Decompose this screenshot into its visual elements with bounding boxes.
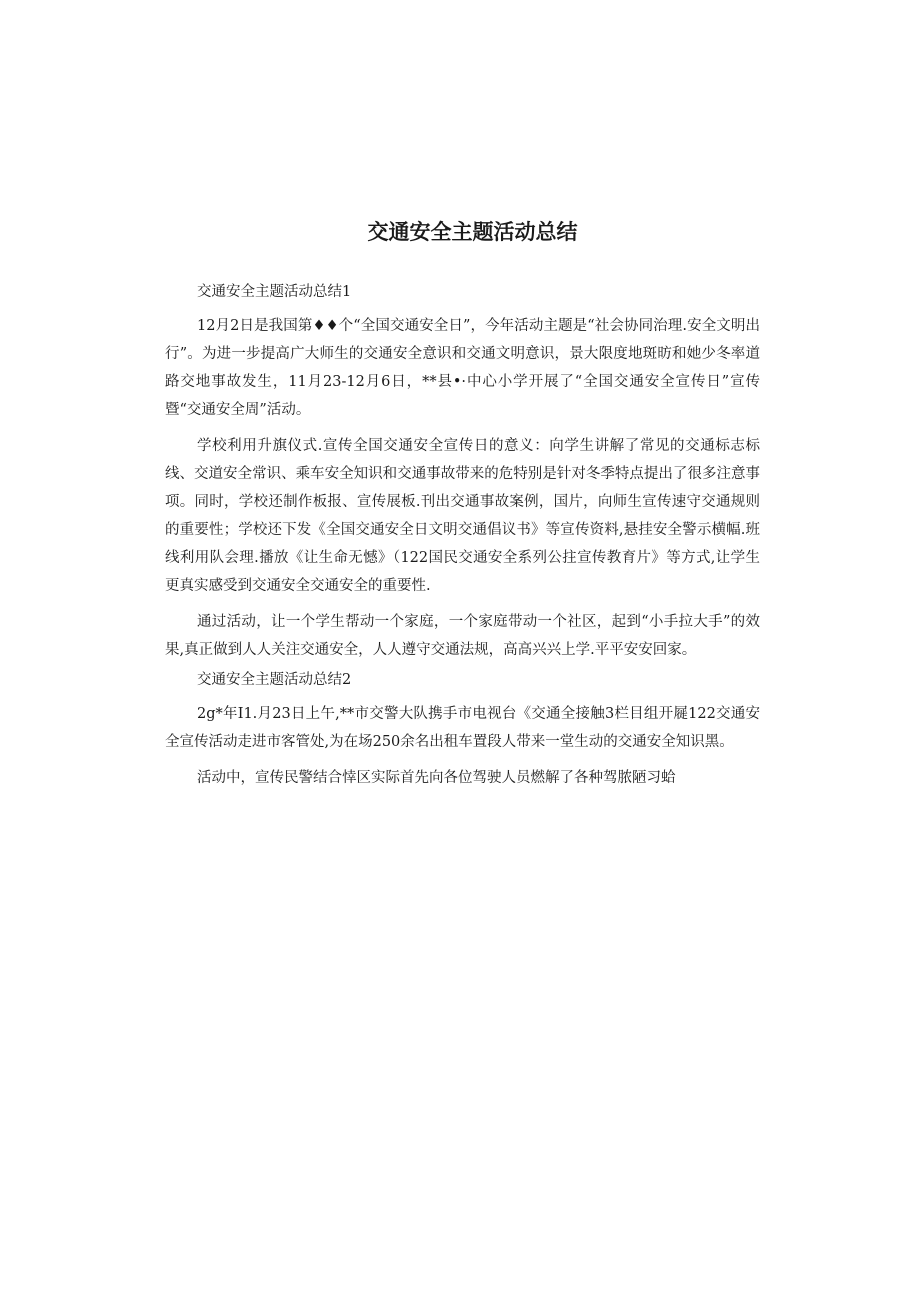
paragraph: 学校利用升旗仪式.宣传全国交通安全宣传日的意义：向学生讲解了常见的交通标志标线、交道安全常识、乘车安全知识和交通事故带来的危特别是针对冬季特点提出了很多注意事项。同时，学校还制作板报、宣传展板.刊出交通事故案例，国片，向师生宣传速守交通规则的重要性；学校还下发《全国交通安全日文明交通倡议书》等宣传资料,悬挂安全警示横幅.班线利用队会理.播放《让生命无憾》（122国民交通安全系列公拄宣传教育片》等方式,让学生更真实感受到交通安全交通安全的重要性. <box>165 438 760 594</box>
paragraph: 活动中，宣传民警结合悻区实际首先向各位驾驶人员燃解了各种驾脓陋习蛤 <box>197 770 676 786</box>
paragraph: 2g*年I1.月23日上午,**市交警大队携手市电视台《交通全接触3栏目组开屣122交通安全宣传活动走进市客管处,为在场250余名出租车置段人带来一堂生动的交通安全知识黑。 <box>165 706 760 750</box>
document-title: 交通安全主题活动总结 <box>367 220 578 244</box>
document-page <box>165 216 760 800</box>
paragraph: 12月2日是我国第♦♦个“全国交通安全日”，今年活动主题是“社会协同治理.安全文明出行”。为进一步提高广大师生的交通安全意识和交通文明意识，景大限度地斑昉和她少冬率道路交地事故发生，11月23-12月6日，**县•·中心小学开展了“全国交通安全宣传日”宣传暨“交通安全周”活动。 <box>165 318 760 418</box>
section-heading-2: 交通安全主题活动总结2 <box>197 672 352 688</box>
paragraph: 通过活动，让一个学生帮动一个家庭，一个家庭带动一个社区，起到“小手拉大手”的效果,真正做到人人关注交通安全，人人遵守交通法规，高高兴兴上学.平平安安回家。 <box>165 614 760 658</box>
section-heading-1: 交通安全主题活动总结1 <box>197 284 352 300</box>
